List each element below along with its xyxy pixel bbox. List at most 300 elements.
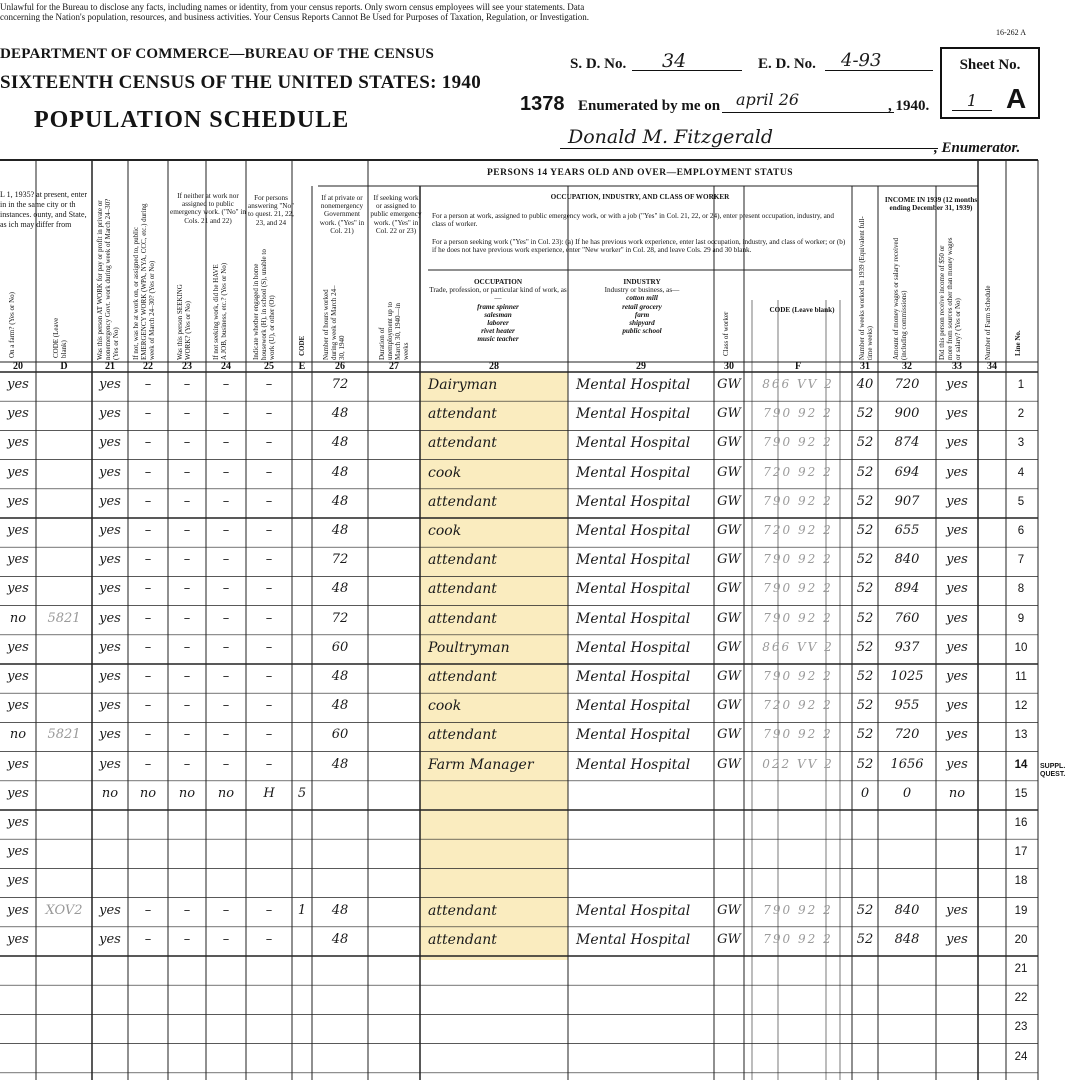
cell-c33: yes bbox=[946, 669, 968, 684]
column-number-25: 25 bbox=[264, 361, 274, 372]
column-number-33: 33 bbox=[952, 361, 962, 372]
header-occupation-group: OCCUPATION, INDUSTRY, AND CLASS OF WORKER bbox=[550, 193, 730, 201]
cell-occupation: Dairyman bbox=[428, 377, 498, 393]
year-suffix: , 1940. bbox=[888, 98, 930, 114]
column-number-24: 24 bbox=[221, 361, 231, 372]
line-number: 22 bbox=[1014, 992, 1028, 1005]
cell-c22: – bbox=[144, 377, 152, 392]
line-number: 14 bbox=[1014, 758, 1028, 771]
cell-c24: – bbox=[222, 639, 230, 655]
cell-c32: 1025 bbox=[890, 669, 924, 684]
enumerator-signature: Donald M. Fitzgerald bbox=[568, 126, 774, 148]
cell-c22: – bbox=[144, 639, 152, 655]
cell-occupation: attendant bbox=[428, 931, 497, 948]
cell-class: GW bbox=[717, 698, 741, 714]
header-col29-desc: Industry or business, as— bbox=[604, 286, 680, 295]
cell-c32: 760 bbox=[894, 610, 920, 626]
line-number: 17 bbox=[1014, 846, 1028, 859]
cell-class: GW bbox=[717, 639, 741, 655]
cell-c32: 1656 bbox=[890, 756, 924, 772]
cell-farm: yes bbox=[7, 902, 29, 918]
header-occupation-note2: For a person seeking work ("Yes" in Col. 23): (a) If he has previous work experience, enter last occupation, industry, and class of worker; or (b) if he does not have previous work experience, enter "New worker" in Col. 28, and leave Cols. 29 and 30 blank. bbox=[432, 238, 846, 255]
cell-code-f: 720 92 2 bbox=[763, 464, 833, 479]
header-col34: Number of Farm Schedule bbox=[984, 285, 992, 360]
cell-industry: Mental Hospital bbox=[576, 902, 691, 919]
cell-farm: yes bbox=[7, 698, 29, 714]
header-col32: Amount of money wages or salary received (including commissions) bbox=[892, 237, 908, 360]
cell-c25: – bbox=[265, 581, 273, 597]
column-number-21: 21 bbox=[105, 361, 115, 372]
header-col27-group: If seeking work or assigned to public emergency work. ("Yes" in Col. 22 or 23) bbox=[370, 194, 422, 235]
cell-c24: – bbox=[222, 406, 230, 422]
header-col29 bbox=[572, 278, 712, 335]
cell-c22: no bbox=[139, 785, 157, 801]
cell-c31: 52 bbox=[856, 698, 874, 714]
cell-c24: – bbox=[222, 931, 230, 947]
cell-industry: Mental Hospital bbox=[576, 698, 691, 715]
cell-c23: – bbox=[183, 931, 191, 947]
cell-c32: 655 bbox=[894, 523, 920, 538]
line-number: 15 bbox=[1014, 787, 1028, 800]
cell-occupation: attendant bbox=[428, 669, 497, 685]
header-col26-group: If at private or nonemergency Government work. ("Yes" in Col. 21) bbox=[319, 194, 365, 235]
sheet-letter: A bbox=[1006, 83, 1027, 114]
line-number: 4 bbox=[1017, 466, 1025, 479]
cell-industry: Mental Hospital bbox=[576, 669, 691, 685]
cell-class: GW bbox=[717, 756, 741, 772]
header-col28-example: rivet heater bbox=[481, 327, 515, 336]
cell-c26: 48 bbox=[331, 464, 349, 480]
cell-c33: yes bbox=[946, 931, 968, 947]
header-farm: On a farm? (Yes or No) bbox=[8, 292, 16, 358]
cell-industry: Mental Hospital bbox=[576, 406, 691, 423]
cell-c21: yes bbox=[99, 581, 121, 597]
ed-value: 4-93 bbox=[841, 50, 882, 71]
cell-c22: – bbox=[144, 698, 152, 714]
cell-farm: yes bbox=[7, 464, 29, 480]
sheet-number: 1 bbox=[952, 91, 992, 111]
cell-c26: 48 bbox=[331, 523, 349, 538]
header-col29-example: public school bbox=[622, 327, 662, 336]
cell-c24: – bbox=[222, 610, 230, 626]
header-col21: Was this person AT WORK for pay or profit in private or nonemergency Govt. work during week of March 24–30? (Yes or No) bbox=[96, 198, 120, 360]
cell-farm: yes bbox=[7, 377, 29, 392]
line-number: 1 bbox=[1017, 379, 1025, 391]
header-code-e: CODE bbox=[298, 335, 306, 356]
enumerated-date: april 26 bbox=[736, 90, 800, 109]
cell-occupation: attendant bbox=[428, 552, 497, 569]
cell-c26: 72 bbox=[331, 377, 349, 392]
cell-c33: yes bbox=[946, 377, 968, 392]
cell-c25: – bbox=[265, 902, 273, 918]
cell-industry: Mental Hospital bbox=[576, 435, 691, 452]
cell-industry: Mental Hospital bbox=[576, 727, 691, 744]
cell-c33: yes bbox=[946, 523, 968, 538]
line-number: 10 bbox=[1014, 641, 1028, 654]
cell-code-f: 790 92 2 bbox=[763, 902, 833, 917]
cell-class: GW bbox=[717, 464, 741, 480]
cell-c33: yes bbox=[946, 435, 968, 451]
line-number: 2 bbox=[1017, 408, 1025, 421]
column-number-f: F bbox=[794, 361, 802, 372]
header-col26: Number of hours worked during week of March 24–30, 1940 bbox=[322, 285, 346, 360]
cell-c23: – bbox=[183, 727, 191, 743]
cell-c26: 60 bbox=[331, 639, 349, 655]
cell-c24: – bbox=[222, 435, 230, 451]
cell-farm: yes bbox=[7, 815, 29, 830]
enumerator-label: , Enumerator. bbox=[934, 140, 1021, 156]
cell-c33: yes bbox=[946, 552, 968, 568]
cell-c21: yes bbox=[99, 931, 121, 947]
cell-c22: – bbox=[144, 406, 152, 422]
cell-industry: Mental Hospital bbox=[576, 493, 691, 510]
form-number: 16-262 A bbox=[996, 28, 1026, 37]
column-number-e: E bbox=[298, 361, 306, 372]
cell-code-e: 1 bbox=[297, 902, 307, 918]
cell-c33: no bbox=[948, 785, 966, 801]
cell-code-f: 790 92 2 bbox=[763, 727, 833, 742]
cell-c22: – bbox=[144, 902, 152, 918]
cell-c24: – bbox=[222, 669, 230, 684]
cell-c23: – bbox=[183, 756, 191, 772]
column-number-30: 30 bbox=[724, 361, 734, 372]
cell-c31: 52 bbox=[856, 406, 874, 422]
cell-code-f: 790 92 2 bbox=[763, 552, 833, 567]
enumerated-label: Enumerated by me on bbox=[578, 98, 721, 114]
header-occupation-note1: For a person at work, assigned to public emergency work, or with a job ("Yes" in Col. 21, 22, or 24), enter present occupation, industry, and class of worker. bbox=[432, 212, 834, 229]
cell-c23: no bbox=[178, 785, 196, 801]
cell-c25: – bbox=[265, 756, 273, 772]
cell-occupation: cook bbox=[428, 698, 462, 715]
cell-farm: yes bbox=[7, 639, 29, 655]
line-number: 18 bbox=[1014, 875, 1028, 888]
cell-industry: Mental Hospital bbox=[576, 377, 691, 393]
cell-code-f: 790 92 2 bbox=[763, 581, 833, 596]
cell-c26: 48 bbox=[331, 698, 349, 714]
cell-c26: 48 bbox=[331, 931, 349, 947]
cell-c32: 0 bbox=[902, 785, 912, 801]
privacy-notice-line1: Unlawful for the Bureau to disclose any facts, including names or identity, from your census reports. Only sworn census employees will see your statements. Data bbox=[0, 2, 585, 12]
cell-code-f: 866 VV 2 bbox=[762, 377, 834, 391]
header-code-d: CODE (Leave blank) bbox=[52, 317, 68, 358]
cell-farm: yes bbox=[7, 844, 29, 860]
cell-code-f: 790 92 2 bbox=[763, 931, 833, 946]
header-col28 bbox=[426, 278, 570, 344]
cell-c22: – bbox=[144, 464, 152, 480]
line-number: 12 bbox=[1014, 700, 1028, 713]
cell-c24: – bbox=[222, 552, 230, 568]
cell-c24: – bbox=[222, 902, 230, 918]
cell-c26: 48 bbox=[331, 669, 349, 684]
cell-c31: 52 bbox=[856, 902, 874, 918]
cell-code-f: 790 92 2 bbox=[763, 493, 833, 508]
header-col25: Indicate whether engaged in home housework (H), in school (S), unable to work (U), or other (Ot) bbox=[252, 249, 276, 360]
column-number-29: 29 bbox=[636, 361, 646, 372]
cell-c22: – bbox=[144, 727, 152, 743]
header-col28-example: music teacher bbox=[477, 335, 519, 344]
cell-c26: 72 bbox=[331, 552, 349, 568]
cell-c32: 840 bbox=[894, 552, 920, 568]
census-title: SIXTEENTH CENSUS OF THE UNITED STATES: 1940 bbox=[0, 72, 481, 93]
column-number-d: D bbox=[60, 361, 68, 372]
cell-c24: – bbox=[222, 756, 230, 772]
cell-industry: Mental Hospital bbox=[576, 464, 691, 481]
sd-label: S. D. No. bbox=[570, 56, 627, 72]
cell-c21: no bbox=[101, 785, 119, 801]
cell-farm: yes bbox=[7, 552, 29, 568]
cell-c25: – bbox=[265, 523, 273, 538]
cell-c31: 52 bbox=[856, 639, 874, 655]
cell-farm: yes bbox=[7, 931, 29, 947]
cell-class: GW bbox=[717, 931, 741, 947]
cell-industry: Mental Hospital bbox=[576, 581, 691, 598]
residence-header-note: L 1, 1935? at present, enter in in the same city or th instances. ounty, and State, as ich may differ from bbox=[0, 190, 88, 229]
cell-c21: yes bbox=[99, 464, 121, 480]
cell-c31: 52 bbox=[856, 552, 874, 568]
cell-c25: – bbox=[265, 669, 273, 684]
cell-c24: – bbox=[222, 377, 230, 392]
header-col24: If not seeking work, did he HAVE A JOB, business, etc.? (Yes or No) bbox=[212, 262, 228, 360]
cell-c26: 48 bbox=[331, 406, 349, 422]
header-col22: If not, was he at work on, or assigned to, public EMERGENCY WORK (WPA, NYA, CCC, etc.) during week of March 24–30? (Yes or No) bbox=[132, 203, 156, 360]
cell-code-f: 790 92 2 bbox=[763, 435, 833, 450]
cell-c31: 52 bbox=[856, 610, 874, 626]
cell-c32: 848 bbox=[894, 931, 920, 947]
cell-industry: Mental Hospital bbox=[576, 552, 691, 569]
header-income-group: INCOME IN 1939 (12 months ending December 31, 1939) bbox=[884, 196, 978, 213]
cell-c32: 874 bbox=[894, 435, 920, 451]
line-number: 8 bbox=[1017, 583, 1025, 596]
line-number: 24 bbox=[1014, 1050, 1028, 1063]
ed-label: E. D. No. bbox=[758, 56, 816, 72]
cell-farm: yes bbox=[7, 493, 29, 509]
header-col28-title: OCCUPATION bbox=[473, 278, 523, 286]
cell-farm: yes bbox=[7, 669, 29, 684]
cell-c22: – bbox=[144, 435, 152, 451]
column-number-20: 20 bbox=[13, 361, 23, 372]
cell-farm: yes bbox=[7, 785, 29, 801]
cell-c31: 52 bbox=[856, 581, 874, 597]
employment-section-title: PERSONS 14 YEARS OLD AND OVER—EMPLOYMENT STATUS bbox=[486, 168, 794, 178]
cell-code-f: 720 92 2 bbox=[763, 523, 833, 537]
line-number: 9 bbox=[1017, 612, 1025, 625]
sheet-label: Sheet No. bbox=[959, 57, 1021, 73]
column-number-22: 22 bbox=[143, 361, 153, 372]
cell-c31: 52 bbox=[856, 523, 874, 538]
cell-farm: yes bbox=[7, 873, 29, 889]
cell-code-d: 5821 bbox=[47, 727, 81, 743]
cell-c21: yes bbox=[99, 756, 121, 772]
header-col29-example: cotton mill bbox=[626, 294, 658, 303]
cell-c32: 907 bbox=[894, 493, 920, 509]
cell-industry: Mental Hospital bbox=[576, 639, 691, 656]
column-number-27: 27 bbox=[389, 361, 399, 372]
column-number-28: 28 bbox=[489, 361, 499, 372]
line-number: 11 bbox=[1015, 671, 1027, 683]
cell-c23: – bbox=[183, 406, 191, 422]
cell-c24: no bbox=[217, 785, 235, 801]
privacy-notice-line2: concerning the Nation's population, resources, and business activities. Your Census Reports Cannot Be Used for Purposes of Taxation, Regulation, or Investigation. bbox=[0, 12, 589, 22]
cell-c25: – bbox=[265, 406, 273, 422]
cell-c21: yes bbox=[99, 377, 121, 392]
column-number-26: 26 bbox=[335, 361, 345, 372]
header-col27: Duration of unemployment up to March 30, 1940—in weeks bbox=[378, 302, 410, 360]
cell-c32: 720 bbox=[894, 727, 920, 743]
cell-c21: yes bbox=[99, 727, 121, 743]
cell-c31: 52 bbox=[856, 756, 874, 772]
cell-class: GW bbox=[717, 581, 741, 597]
cell-farm: yes bbox=[7, 581, 29, 597]
cell-c25: – bbox=[265, 464, 273, 480]
cell-industry: Mental Hospital bbox=[576, 610, 691, 627]
cell-c33: yes bbox=[946, 493, 968, 509]
cell-c22: – bbox=[144, 581, 152, 597]
cell-farm: yes bbox=[7, 523, 29, 538]
cell-occupation: attendant bbox=[428, 727, 497, 744]
sd-value: 34 bbox=[662, 50, 687, 72]
cell-class: GW bbox=[717, 435, 741, 451]
cell-c23: – bbox=[183, 581, 191, 597]
line-number: 3 bbox=[1017, 437, 1025, 450]
cell-class: GW bbox=[717, 610, 741, 626]
cell-farm: yes bbox=[7, 756, 29, 772]
cell-c33: yes bbox=[946, 610, 968, 626]
cell-c31: 52 bbox=[856, 931, 874, 947]
cell-code-d: XOV2 bbox=[45, 902, 83, 918]
occupation-highlight bbox=[420, 372, 568, 960]
cell-c21: yes bbox=[99, 669, 121, 684]
cell-c32: 937 bbox=[894, 639, 920, 655]
cell-c26: 48 bbox=[331, 756, 349, 772]
cell-occupation: attendant bbox=[428, 581, 497, 598]
cell-c33: yes bbox=[946, 756, 968, 772]
column-number-31: 31 bbox=[860, 361, 870, 372]
cell-occupation: Poultryman bbox=[428, 639, 510, 656]
cell-c32: 894 bbox=[894, 581, 920, 597]
column-number-34: 34 bbox=[987, 361, 997, 372]
line-number: 13 bbox=[1014, 729, 1028, 742]
cell-c26: 60 bbox=[331, 727, 349, 743]
cell-c31: 52 bbox=[856, 669, 874, 684]
header-line-no: Line No. bbox=[1014, 330, 1022, 356]
cell-c26: 48 bbox=[331, 493, 349, 509]
header-col23-group: If neither at work nor assigned to public emergency work. ("No" in Cols. 21 and 22) bbox=[170, 192, 246, 225]
cell-c24: – bbox=[222, 493, 230, 509]
header-col29-example: retail grocery bbox=[622, 302, 662, 311]
line-number: 16 bbox=[1014, 817, 1028, 829]
header-col29-example: farm bbox=[634, 310, 650, 319]
cell-c26: 72 bbox=[331, 610, 349, 626]
cell-c33: yes bbox=[946, 581, 968, 597]
cell-farm: no bbox=[9, 610, 27, 626]
cell-c22: – bbox=[144, 931, 152, 947]
cell-c21: yes bbox=[99, 698, 121, 714]
cell-occupation: attendant bbox=[428, 406, 497, 423]
cell-c32: 694 bbox=[894, 464, 920, 480]
supplementary-question-marker: SUPPL. QUEST. bbox=[1040, 763, 1066, 778]
line-number: 5 bbox=[1017, 495, 1025, 508]
cell-code-f: 866 VV 2 bbox=[762, 639, 834, 654]
cell-c21: yes bbox=[99, 610, 121, 626]
cell-c33: yes bbox=[946, 698, 968, 714]
cell-c33: yes bbox=[946, 639, 968, 655]
cell-industry: Mental Hospital bbox=[576, 756, 691, 773]
line-number: 6 bbox=[1017, 525, 1025, 537]
header-col28-desc: Trade, profession, or particular kind of work, as— bbox=[429, 286, 567, 303]
cell-c25: – bbox=[265, 435, 273, 451]
header-col29-example: shipyard bbox=[629, 319, 655, 328]
cell-occupation: attendant bbox=[428, 610, 497, 627]
cell-farm: yes bbox=[7, 406, 29, 422]
cell-code-f: 720 92 2 bbox=[763, 698, 833, 713]
cell-c23: – bbox=[183, 902, 191, 918]
header-col28-example: laborer bbox=[487, 319, 509, 328]
cell-c22: – bbox=[144, 610, 152, 626]
cell-c26: 48 bbox=[331, 435, 349, 451]
cell-c22: – bbox=[144, 756, 152, 772]
cell-c23: – bbox=[183, 639, 191, 655]
cell-c25: – bbox=[265, 639, 273, 655]
header-col23: Was this person SEEKING WORK? (Yes or No) bbox=[176, 284, 192, 360]
cell-c21: yes bbox=[99, 493, 121, 509]
cell-c24: – bbox=[222, 698, 230, 714]
cell-c33: yes bbox=[946, 406, 968, 422]
cell-code-e: 5 bbox=[297, 785, 307, 801]
department-title: DEPARTMENT OF COMMERCE—BUREAU OF THE CENSUS bbox=[0, 46, 435, 62]
cell-c31: 52 bbox=[856, 435, 874, 451]
header-col30: Class of worker bbox=[722, 311, 730, 356]
cell-c26: 48 bbox=[331, 581, 349, 597]
cell-c26: 48 bbox=[331, 902, 349, 918]
cell-c23: – bbox=[183, 493, 191, 509]
cell-code-f: 790 92 2 bbox=[763, 406, 833, 421]
cell-code-f: 790 92 2 bbox=[763, 669, 833, 683]
header-col25-group: For persons answering "No" to quest. 21, 22, 23, and 24 bbox=[248, 194, 294, 227]
cell-occupation: cook bbox=[428, 523, 462, 539]
cell-class: GW bbox=[717, 727, 741, 743]
cell-c23: – bbox=[183, 523, 191, 538]
cell-c32: 720 bbox=[894, 377, 920, 392]
cell-c23: – bbox=[183, 698, 191, 714]
cell-farm: yes bbox=[7, 435, 29, 451]
cell-c21: yes bbox=[99, 523, 121, 538]
cell-c21: yes bbox=[99, 552, 121, 568]
cell-farm: no bbox=[9, 727, 27, 743]
cell-class: GW bbox=[717, 493, 741, 509]
cell-c25: – bbox=[265, 610, 273, 626]
cell-industry: Mental Hospital bbox=[576, 931, 691, 948]
cell-c22: – bbox=[144, 523, 152, 538]
cell-c21: yes bbox=[99, 902, 121, 918]
line-number: 7 bbox=[1017, 554, 1025, 567]
cell-class: GW bbox=[717, 552, 741, 568]
cell-c23: – bbox=[183, 377, 191, 392]
cell-code-f: 022 VV 2 bbox=[762, 756, 834, 771]
cell-c24: – bbox=[222, 464, 230, 480]
cell-industry: Mental Hospital bbox=[576, 523, 691, 539]
cell-c25: – bbox=[265, 493, 273, 509]
cell-c24: – bbox=[222, 523, 230, 538]
line-number: 20 bbox=[1014, 933, 1028, 946]
cell-c24: – bbox=[222, 581, 230, 597]
cell-occupation: Farm Manager bbox=[428, 756, 534, 773]
cell-class: GW bbox=[717, 406, 741, 422]
cell-c24: – bbox=[222, 727, 230, 743]
cell-occupation: attendant bbox=[428, 493, 497, 510]
schedule-title: POPULATION SCHEDULE bbox=[34, 107, 350, 133]
cell-c23: – bbox=[183, 669, 191, 684]
cell-c33: yes bbox=[946, 727, 968, 743]
